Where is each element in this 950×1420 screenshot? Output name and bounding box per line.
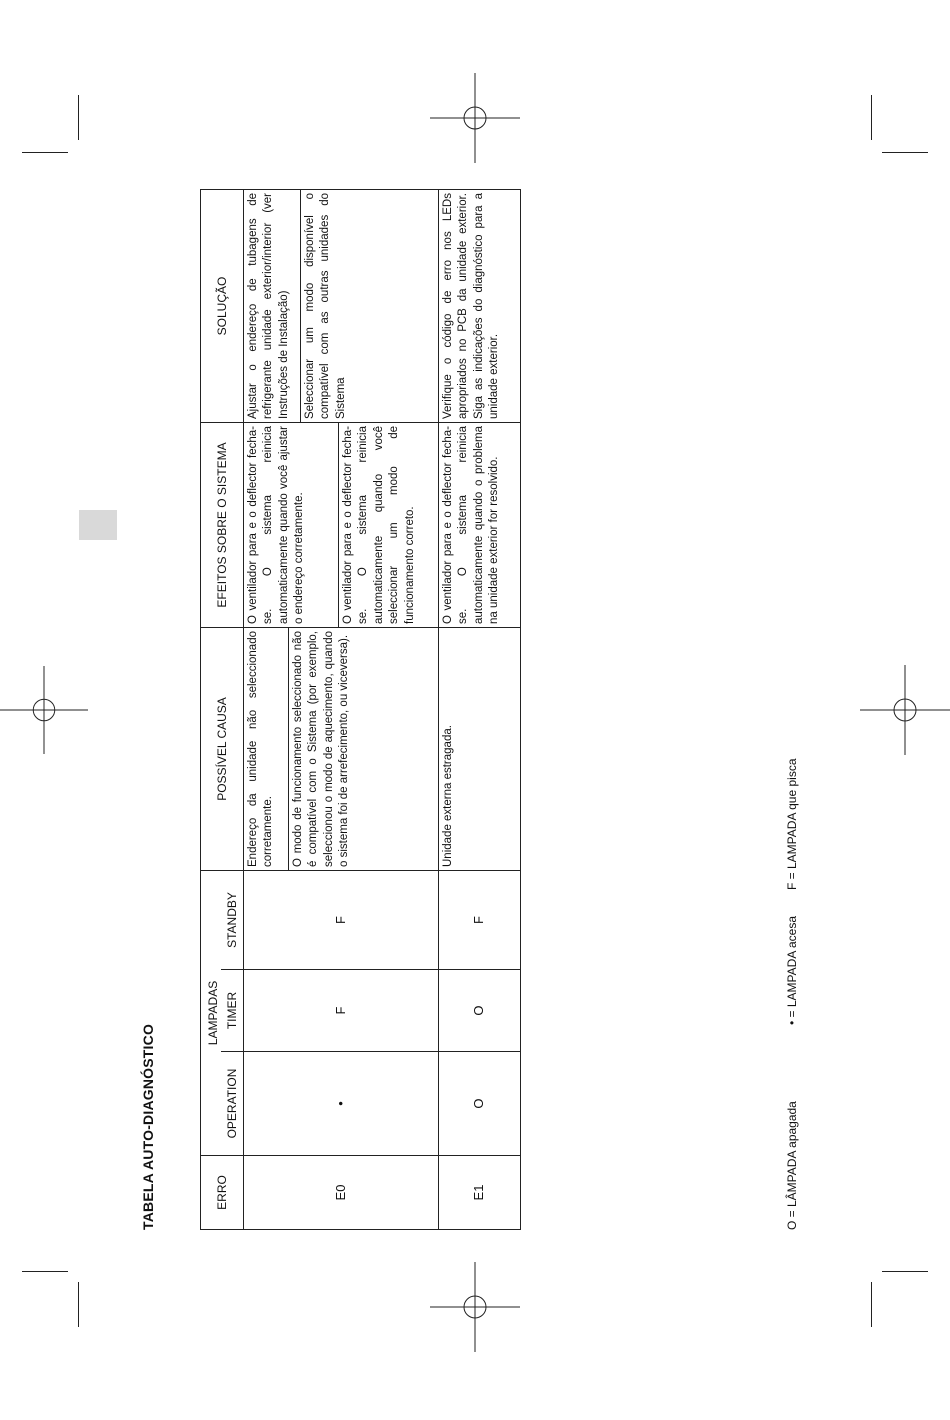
header-lampadas: LAMPADAS bbox=[201, 871, 221, 1156]
header-efeitos: EFEITOS SOBRE O SISTEMA bbox=[201, 423, 244, 628]
header-solucao: SOLUÇÃO bbox=[201, 190, 244, 423]
legend-off: O = LÂMPADA apagada bbox=[785, 1101, 799, 1230]
cause-cell bbox=[243, 628, 438, 871]
timer-lamp: O bbox=[438, 970, 520, 1052]
table-header-row bbox=[201, 190, 221, 1230]
cause-text: Endereço da unidade não seleccionado corretamente. bbox=[246, 631, 274, 867]
solution-text: Ajustar o endereço de tubagens de refrigerante unidade exterior/interior (ver Instruções de Instalação) bbox=[246, 193, 290, 419]
header-erro: ERRO bbox=[201, 1156, 244, 1230]
solution-text: Seleccionar um modo disponível o compatível com as outras unidades do Sistema bbox=[300, 190, 352, 422]
crop-mark bbox=[78, 1282, 79, 1327]
standby-lamp: F bbox=[438, 871, 520, 970]
solution-text: Verifique o código de erro nos LEDs apropriados no PCB da unidade exterior. Siga as indicações do diagnóstico para a unidade exterior. bbox=[438, 190, 520, 423]
header-timer: TIMER bbox=[221, 970, 244, 1052]
table-title: TABELA AUTO-DIAGNÓSTICO bbox=[140, 1023, 156, 1230]
crop-mark bbox=[871, 1282, 872, 1327]
header-standby: STANDBY bbox=[221, 871, 244, 970]
effects-cell bbox=[243, 423, 438, 628]
operation-lamp: • bbox=[243, 1052, 438, 1156]
standby-lamp: F bbox=[243, 871, 438, 970]
cause-text: Unidade externa estragada. bbox=[438, 628, 520, 871]
effects-text: O ventilador para e o deflector fecha-se. O sistema reinicia automaticamente quando você ajustar o endereço corretamente. bbox=[246, 426, 305, 624]
error-code: E1 bbox=[438, 1156, 520, 1230]
header-causa: POSSÍVEL CAUSA bbox=[201, 628, 244, 871]
solution-cell bbox=[243, 190, 438, 423]
effects-text: O ventilador para e o deflector fecha-se. O sistema reinicia automaticamente quando o problema na unidade exterior for resolvido. bbox=[438, 423, 520, 628]
diagnostic-table bbox=[200, 189, 521, 1230]
table-row bbox=[243, 190, 438, 1230]
crop-mark bbox=[22, 1271, 68, 1272]
legend-on: • = LAMPADA acesa bbox=[785, 915, 799, 1025]
operation-lamp: O bbox=[438, 1052, 520, 1156]
table-row bbox=[438, 190, 520, 1230]
legend-blink: F = LAMPADA que pisca bbox=[785, 758, 799, 890]
header-operation: OPERATION bbox=[221, 1052, 244, 1156]
crop-mark bbox=[882, 1271, 928, 1272]
cause-text: O modo de funcionamento seleccionado não é compatível com o Sistema (por exemplo, seleccionou o modo de aquecimento, quando o sistema foi de arrefecimento, ou viceversa). bbox=[288, 628, 355, 870]
effects-text: O ventilador para e o deflector fecha-se. O sistema reinicia automaticamente quando você seleccionar um modo de funcionamento correto. bbox=[338, 423, 421, 627]
registration-target-icon bbox=[430, 1262, 520, 1352]
error-code: E0 bbox=[243, 1156, 438, 1230]
timer-lamp: F bbox=[243, 970, 438, 1052]
